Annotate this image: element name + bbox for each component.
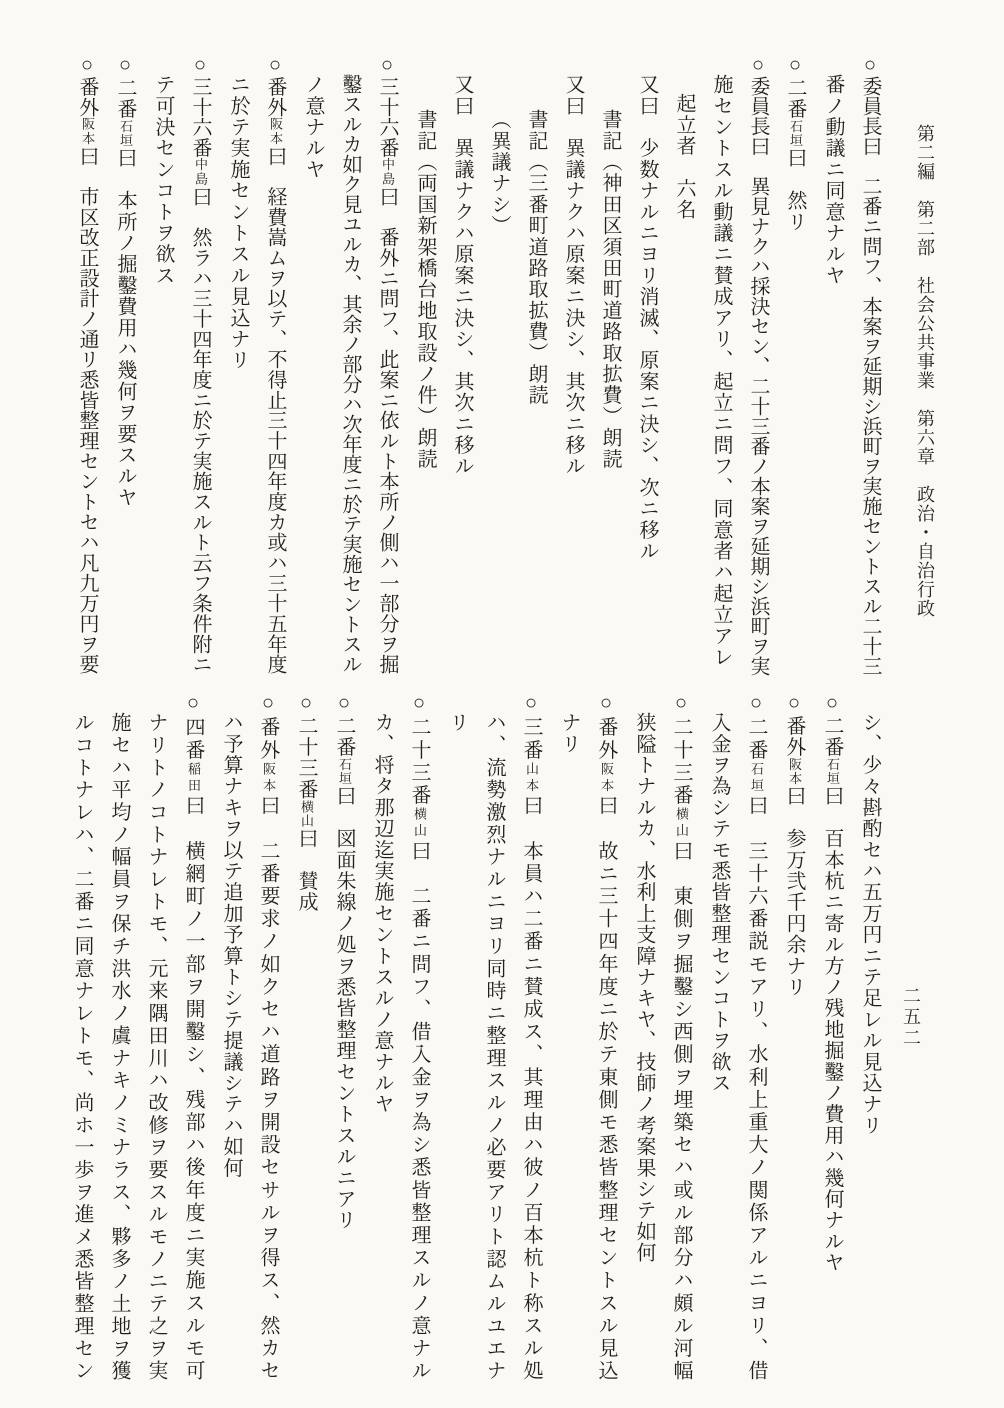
text-column: シ、少々斟酌セハ五万円ニテ足レル見込ナリ: [859, 712, 881, 1136]
speaker-prefix: ○番外: [595, 692, 617, 762]
text-column: 鑿スルカ如ク見ユルカ、其余ノ部分ハ次年度ニ於テ実施セントスル: [339, 74, 361, 674]
page-number: 二五二: [901, 986, 921, 1049]
text-column: 施セハ平均ノ幅員ヲ保チ洪水ノ虞ナキノミナラス、夥多ノ土地ヲ獲: [108, 712, 130, 1380]
speaker-name: 中島: [193, 157, 208, 187]
text-column: テ可決センコトヲ欲ス: [152, 74, 174, 286]
running-header: 第二編 第二部 社会公共事業 第六章 政治・自治行政: [915, 124, 935, 618]
speech-text: 曰 経費嵩ムヲ以テ、不得止三十四年度カ或ハ三十五年度: [264, 145, 286, 675]
text-column: 起立者 六名: [673, 93, 695, 221]
text-column: ハ予算ナキヲ以テ追加予算トシテ提議シテハ如何: [220, 712, 242, 1179]
speaker-name: 中島: [380, 157, 395, 187]
speaker-name: 阪本: [599, 761, 614, 796]
text-column: ハ、流勢激烈ナルニヨリ同時ニ整理スルノ必要アリト認ムルユエナ: [483, 712, 505, 1380]
proceedings-top-block: [68, 54, 888, 674]
speech-text: 曰 横網町ノ一部ヲ開鑿シ、残部ハ後年度ニ実施スルモ可: [182, 795, 204, 1381]
text-column: ナリ: [558, 712, 580, 755]
speaker-name: 稲田: [186, 761, 201, 796]
speaker-name: 阪本: [261, 761, 276, 796]
speaker-name: 石垣: [788, 119, 803, 148]
text-column: 施セントスル動議ニ賛成アリ、起立ニ問フ、同意者ハ起立アレ: [710, 74, 732, 668]
text-column: [174, 692, 212, 1380]
text-column: [400, 692, 438, 1380]
text-column: [587, 692, 625, 1380]
speaker-name: 阪本: [268, 117, 283, 146]
speech-text: 曰 図面朱線ノ処ヲ悉皆整理セントスルニアリ: [333, 785, 355, 1231]
speaker-prefix: ○二番: [745, 692, 767, 762]
speech-text: 曰 本員ハ二番ニ賛成ス、其理由ハ彼ノ百本杭ト称スル処: [520, 795, 542, 1381]
text-column: [249, 692, 287, 1380]
text-column: 狭隘トナルカ、水利上支障ナキヤ、技師ノ考案果シテ如何: [633, 712, 655, 1264]
speaker-prefix: ○二十三番: [670, 692, 692, 807]
speaker-prefix: ○番外: [76, 54, 98, 117]
text-column: 書記（神田区須田町道路取拡費）朗読: [599, 109, 621, 470]
speaker-prefix: ○二十三番: [295, 692, 317, 800]
speaker-prefix: ○二十三番: [408, 692, 430, 807]
text-column: リ: [446, 712, 468, 734]
speaker-name: 石垣: [825, 757, 840, 786]
text-column: [68, 54, 106, 674]
speech-text: 曰 東側ヲ掘鑿シ西側ヲ埋築セハ或ル部分ハ頗ル河幅: [670, 840, 692, 1381]
text-column: 書記（両国新架橋台地取設ノ件）朗読: [414, 109, 436, 470]
speaker-prefix: ○四番: [182, 692, 204, 762]
speech-text: 曰 百本杭ニ寄ル方ノ残地掘鑿ノ費用ハ幾何ナルヤ: [821, 785, 843, 1274]
text-column: 書記（三番町道路取拡費）朗読: [525, 109, 547, 406]
speaker-name: 阪本: [80, 117, 95, 146]
proceedings-bottom-block: [63, 692, 888, 1380]
speaker-name: 石垣: [749, 761, 764, 796]
text-column: ナリトノコトナレトモ、元来隅田川ハ改修ヲ要スルモノニテ之ヲ実: [145, 712, 167, 1380]
text-column: [368, 54, 406, 674]
text-column: [775, 692, 813, 1380]
speaker-name: 阪本: [787, 757, 802, 786]
text-column: ノ意ナルヤ: [302, 74, 324, 180]
text-column: ニ於テ実施セントスル見込ナリ: [227, 74, 249, 371]
speaker-prefix: ○番外: [257, 692, 279, 762]
speaker-prefix: ○番外: [264, 54, 286, 117]
speech-text: 曰 三十六番説モアリ、水利上重大ノ関係アルニヨリ、借: [745, 795, 767, 1381]
speaker-name: 横山: [299, 800, 314, 828]
text-column: カ、将タ那辺迄実施セントスルノ意ナルヤ: [371, 712, 393, 1115]
speech-text: 曰 参万弐千円余ナリ: [783, 785, 805, 998]
text-column: （異議ナシ）: [488, 109, 510, 237]
text-column: ○委員長曰 二番ニ問フ、本案ヲ延期シ浜町ヲ実施セントスル二十三: [859, 54, 881, 676]
speech-text: 曰 賛成: [295, 828, 317, 913]
text-column: 又曰 異議ナクハ原案ニ決シ、其次ニ移ル: [562, 74, 584, 477]
speaker-prefix: ○三十六番: [189, 54, 211, 158]
speech-text: 曰 然ラハ三十四年度ニ於テ実施スルト云フ条件附ニ: [189, 186, 211, 675]
text-column: [737, 692, 775, 1380]
text-column: 入金ヲ為シテモ悉皆整理センコトヲ欲ス: [708, 712, 730, 1094]
text-column: [181, 54, 219, 674]
speaker-prefix: ○二番: [821, 692, 843, 758]
speaker-name: 山本: [524, 761, 539, 796]
speech-text: 曰 市区改正設計ノ通リ悉皆整理セントセハ凡九万円ヲ要: [76, 145, 98, 675]
text-column: [662, 692, 700, 1380]
speech-text: 曰 番外ニ問フ、此案ニ依ルト本所ノ側ハ一部分ヲ掘: [376, 186, 398, 675]
text-column: [776, 54, 814, 674]
speaker-name: 横山: [674, 807, 689, 841]
text-column: [512, 692, 550, 1380]
speech-text: 曰 故ニ三十四年度ニ於テ東側モ悉皆整理セントスル見込: [595, 795, 617, 1381]
speaker-prefix: ○三十六番: [376, 54, 398, 158]
speaker-prefix: ○二番: [333, 692, 355, 758]
speech-text: 曰 二番要求ノ如クセハ道路ヲ開設セサルヲ得ス、然カセ: [257, 795, 279, 1381]
text-column: [325, 692, 363, 1380]
text-column: ○委員長曰 異見ナクハ採決セン、二十三番ノ本案ヲ延期シ浜町ヲ実: [747, 54, 769, 676]
text-column: [256, 54, 294, 674]
text-column: 番ノ動議ニ同意ナルヤ: [822, 74, 844, 286]
text-column: 又曰 少数ナルニヨリ消滅、原案ニ決シ、次ニ移ル: [636, 74, 658, 562]
text-column: [813, 692, 851, 1380]
speaker-prefix: ○二番: [114, 54, 136, 120]
text-column: ルコトナレハ、二番ニ同意ナレトモ、尚ホ一歩ヲ進メ悉皆整理セン: [71, 712, 93, 1380]
speech-text: 曰 然リ: [784, 147, 806, 233]
speech-text: 曰 本所ノ掘鑿費用ハ幾何ヲ要スルヤ: [114, 147, 136, 509]
speaker-name: 横山: [412, 807, 427, 841]
text-column: [287, 692, 325, 1380]
speaker-name: 石垣: [337, 757, 352, 786]
speaker-prefix: ○番外: [783, 692, 805, 758]
speech-text: 曰 二番ニ問フ、借入金ヲ為シ悉皆整理スルノ意ナル: [408, 840, 430, 1381]
speaker-prefix: ○二番: [784, 54, 806, 120]
speaker-name: 石垣: [118, 119, 133, 148]
speaker-prefix: ○三番: [520, 692, 542, 762]
text-column: 又曰 異議ナクハ原案ニ決シ、其次ニ移ル: [451, 74, 473, 477]
text-column: [106, 54, 144, 674]
